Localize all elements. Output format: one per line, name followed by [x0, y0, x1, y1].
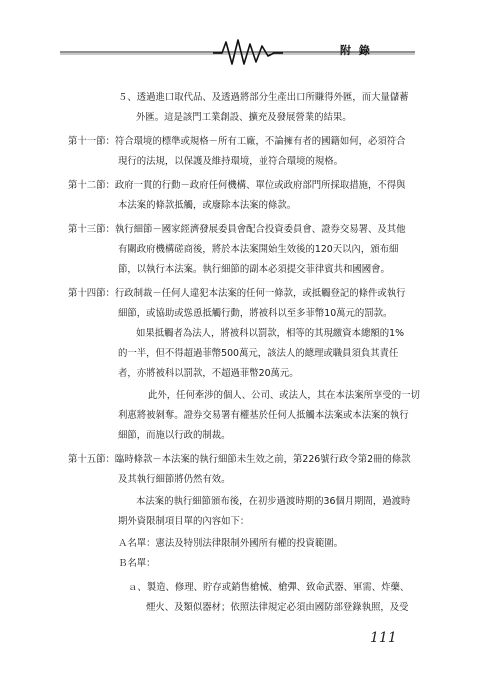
text-line: 利惠將被剝奪。證券交易署有權基於任何人抵觸本法案或本法案的執行 — [118, 410, 409, 421]
text-line: 及其執行細節將仍然有效。 — [118, 474, 231, 485]
text-line: 第十四節：行政制裁－任何人違犯本法案的任何一條款，或抵觸登記的條件或執行 — [68, 288, 406, 299]
page-number: 111 — [370, 630, 397, 646]
text-line: 第十三節：執行細節－國家經濟發展委員會配合投資委員會、證券交易署、及其他 — [68, 224, 406, 235]
text-line: 本法案的執行細節頒布後，在初步過渡時期的36個月期間，過渡時 — [136, 496, 411, 507]
text-line: 第十一節：符合環境的標準或規格－所有工廠，不論擁有者的國籍如何，必須符合 — [68, 136, 406, 147]
text-line: ａ、製造、修理、貯存或銷售槍械、槍彈、致命武器、軍需、炸藥、 — [128, 582, 410, 593]
text-line: ５、透過進口取代品、及透過將部分生產出口所賺得外匯，而大量儲蓄 — [118, 92, 409, 103]
text-line: 如果抵觸者為法人，將被科以罰款，相等的其現繳資本總額的1% — [136, 328, 405, 339]
text-line: 者，亦將被科以罰款，不超過菲幣20萬元。 — [118, 368, 299, 379]
text-line: 細節，而施以行政的制裁。 — [118, 430, 231, 441]
text-line: 節，以執行本法案。執行細節的副本必須提交菲律賓共和國國會。 — [118, 264, 390, 275]
text-line: Ｂ名單： — [118, 558, 156, 569]
text-line: 外匯。這是該門工業創設、擴充及發展營業的結果。 — [136, 112, 352, 123]
text-line: 期外資限制項目單的內容如下： — [118, 516, 250, 527]
text-line: 煙火、及類似器材；依照法律規定必須由國防部登錄執照，及受 — [146, 602, 409, 613]
text-line: 現行的法規，以保護及維持環境，並符合環境的規格。 — [118, 156, 344, 167]
page-header — [0, 34, 480, 68]
text-line: 第十二節：政府一貫的行動－政府任何機構、單位或政府部門所採取措施，不得與 — [68, 180, 406, 191]
text-line: 第十五節：臨時條款－本法案的執行細節未生效之前，第226號行政令第2冊的條款 — [68, 454, 411, 465]
header-rule-wave — [0, 34, 480, 68]
header-label: 附 錄 — [340, 44, 372, 57]
text-line: Ａ名單：憲法及特別法律限制外國所有權的投資範圍。 — [118, 538, 344, 549]
text-line: 有關政府機構磋商後，將於本法案開始生效後的120天以內，頒布細 — [118, 244, 399, 255]
text-line: 本法案的條款抵觸，或廢除本法案的條款。 — [118, 200, 297, 211]
text-line: 此外，任何牽涉的個人、公司、或法人，其在本法案所享受的一切 — [148, 390, 420, 401]
text-line: 細節，或協助或慫恿抵觸行動，將被科以至多菲幣10萬元的罰款。 — [118, 308, 393, 319]
text-line: 的一半，但不得超過菲幣500萬元，該法人的總理或職員須負其責任 — [118, 348, 399, 359]
